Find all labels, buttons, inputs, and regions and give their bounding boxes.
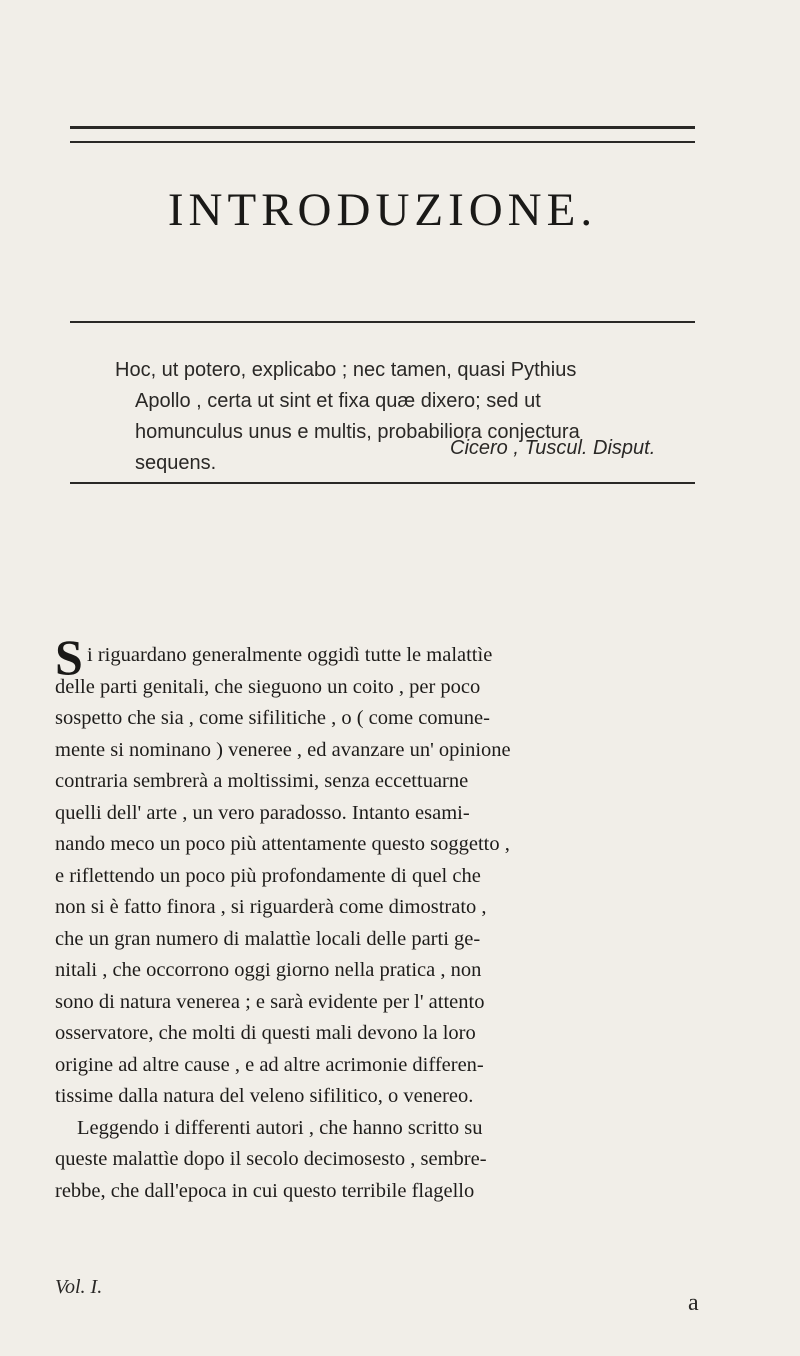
body-line: mente si nominano ) veneree , ed avanzare un' opinione xyxy=(55,738,511,761)
signature-mark: a xyxy=(688,1290,699,1316)
body-line: i riguardano generalmente oggidì tutte le malattìe xyxy=(87,644,493,666)
epigraph-rule xyxy=(70,482,695,484)
body-line: queste malattìe dopo il secolo decimosesto , sembre- xyxy=(55,1148,487,1170)
page-title: INTRODUZIONE. xyxy=(167,184,598,236)
body-line: rebbe, che dall'epoca in cui questo terribile flagello xyxy=(55,1179,475,1202)
body-line: sospetto che sia , come sifilitiche , o ( come comune- xyxy=(55,707,490,729)
epigraph-line: Apollo , certa ut sint et fixa quæ dixero; sed ut xyxy=(135,390,541,412)
body-line: osservatore, che molti di questi mali devono la loro xyxy=(55,1022,476,1044)
body-line: nando meco un poco più attentamente questo soggetto , xyxy=(55,833,510,855)
body-line: delle parti genitali, che sieguono un coito , per poco xyxy=(55,675,481,698)
body-line: tissime dalla natura del veleno sifilitico, o venereo. xyxy=(55,1085,474,1107)
epigraph xyxy=(115,355,695,479)
top-rule-thick xyxy=(70,126,695,129)
epigraph-attribution: Cicero , Tuscul. Disput. xyxy=(450,437,656,459)
body-line: non si è fatto finora , si riguarderà come dimostrato , xyxy=(55,896,487,918)
body-text xyxy=(55,640,695,1207)
top-rule-thin xyxy=(70,141,695,143)
epigraph-line: sequens. xyxy=(135,452,217,474)
title-rule xyxy=(70,321,695,323)
epigraph-line: Hoc, ut potero, explicabo ; nec tamen, quasi Pythius xyxy=(115,359,577,381)
body-line: sono di natura venerea ; e sarà evidente per l' attento xyxy=(55,990,485,1013)
body-line: che un gran numero di malattìe locali delle parti ge- xyxy=(55,927,481,950)
body-line: origine ad altre cause , e ad altre acrimonie differen- xyxy=(55,1053,484,1076)
body-line: quelli dell' arte , un vero paradosso. Intanto esami- xyxy=(55,801,470,824)
body-line: e riflettendo un poco più profondamente di quel che xyxy=(55,864,481,887)
body-line: contraria sembrerà a moltissimi, senza eccettuarne xyxy=(55,770,469,792)
body-line: Leggendo i differenti autori , che hanno scritto su xyxy=(77,1116,483,1139)
epigraph-line: homunculus unus e multis, probabiliora conjectura xyxy=(135,421,580,443)
body-line: nitali , che occorrono oggi giorno nella pratica , non xyxy=(55,959,482,981)
drop-cap: S xyxy=(55,629,83,685)
volume-label: Vol. I. xyxy=(55,1276,103,1298)
